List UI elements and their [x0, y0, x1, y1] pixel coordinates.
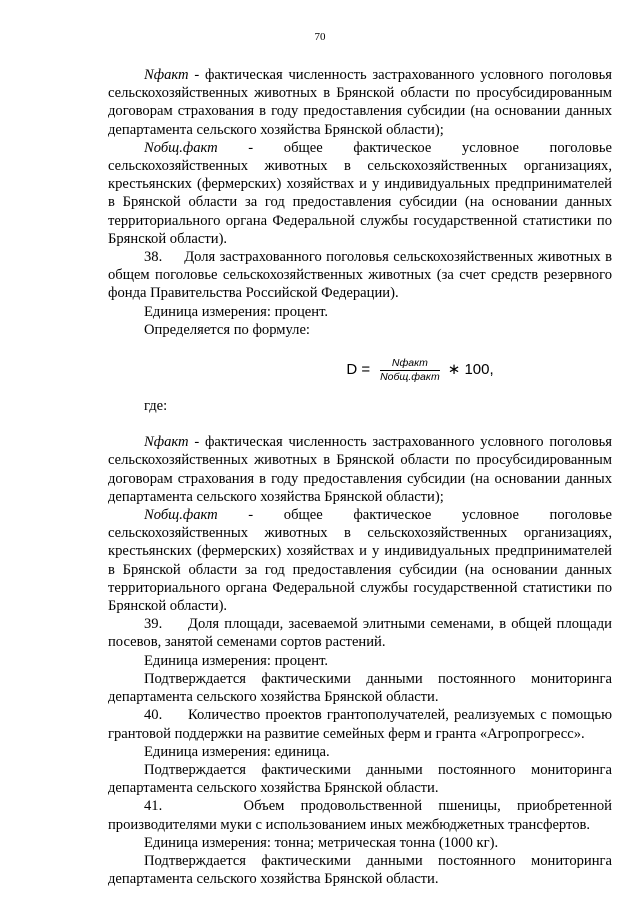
formula-fraction [380, 357, 440, 384]
symbol-nobshfakt: Nобщ.факт [144, 507, 218, 524]
definition-text: - фактическая численность застрахованного условного поголовья сельскохозяйственных животных в Брянской области по просубсидированным договорам страхования в году предоставления субсидии (на основании данных департамента сельского хозяйства Брянской области); [108, 67, 612, 138]
definition-text: - общее фактическое условное поголовье сельскохозяйственных животных в сельскохозяйственных организациях, крестьянских (фермерских) хозяйствах и у индивидуальных предпринимателей в Брянской области за год предоставления субсидии (на основании данных территориального органа Федеральной службы государственной статистики по Брянской области). [108, 139, 612, 247]
where-label: где: [144, 398, 168, 415]
definition-nobshfakt-2 [108, 506, 612, 615]
formula-rhs: ∗ 100, [447, 360, 494, 378]
item-number: 39. [144, 616, 163, 633]
item-title: Объем продовольственной пшеницы, приобретенной производителями муки с использованием иных межбюджетных трансфертов. [108, 798, 612, 833]
item-number: 38. [144, 249, 163, 266]
symbol-nfakt: Nфакт [144, 67, 189, 83]
item-number: 40. [144, 707, 163, 724]
item-39-source: Подтверждается фактическими данными постоянного мониторинга департамента сельского хозяйства Брянской области. [108, 670, 612, 706]
document-body [108, 66, 612, 888]
item-40-source: Подтверждается фактическими данными постоянного мониторинга департамента сельского хозяйства Брянской области. [108, 761, 612, 797]
item-39-unit: Единица измерения: процент. [144, 652, 329, 669]
formula [108, 353, 612, 387]
symbol-nobshfakt: Nобщ.факт [144, 139, 218, 156]
item-title: Количество проектов грантополучателей, реализуемых с помощью грантовой поддержки на развитие семейных ферм и гранта «Агропрогресс». [108, 707, 612, 742]
item-title: Доля площади, засеваемой элитными семенами, в общей площади посевов, занятой семенами сортов растений. [108, 616, 612, 651]
formula-lhs: D = [346, 360, 371, 378]
item-40-unit: Единица измерения: единица. [144, 743, 330, 760]
item-41-source: Подтверждается фактическими данными постоянного мониторинга департамента сельского хозяйства Брянской области. [108, 852, 612, 888]
item-39-title [108, 615, 612, 651]
item-title: Доля застрахованного поголовья сельскохозяйственных животных в общем поголовье сельскохозяйственных животных (за счет средств резервного фонда Правительства Российской Федерации). [108, 249, 612, 302]
definition-nfakt-2 [108, 433, 612, 506]
definition-text: - фактическая численность застрахованного условного поголовья сельскохозяйственных животных в Брянской области по просубсидированным договорам страхования в году предоставления субсидии (на основании данных департамента сельского хозяйства Брянской области); [108, 434, 612, 505]
formula-denominator: Nобщ.факт [380, 370, 440, 383]
definition-nfakt [108, 66, 612, 139]
formula-numerator: Nфакт [391, 356, 428, 369]
item-38-unit: Единица измерения: процент. [144, 303, 329, 320]
page-number: 70 [314, 31, 326, 43]
definition-text: - общее фактическое условное поголовье сельскохозяйственных животных в сельскохозяйственных организациях, крестьянских (фермерских) хозяйствах и у индивидуальных предпринимателей в Брянской области за год предоставления субсидии (на основании данных территориального органа Федеральной службы государственной статистики по Брянской области). [108, 507, 612, 615]
item-41-title [108, 797, 612, 833]
symbol-nfakt: Nфакт [144, 434, 189, 451]
item-number: 41. [144, 798, 163, 815]
definition-nobshfakt [108, 139, 612, 248]
item-38-title [108, 248, 612, 303]
item-38-formula-intro: Определяется по формуле: [144, 321, 310, 338]
item-41-unit: Единица измерения: тонна; метрическая тонна (1000 кг). [144, 834, 499, 851]
item-40-title [108, 706, 612, 742]
